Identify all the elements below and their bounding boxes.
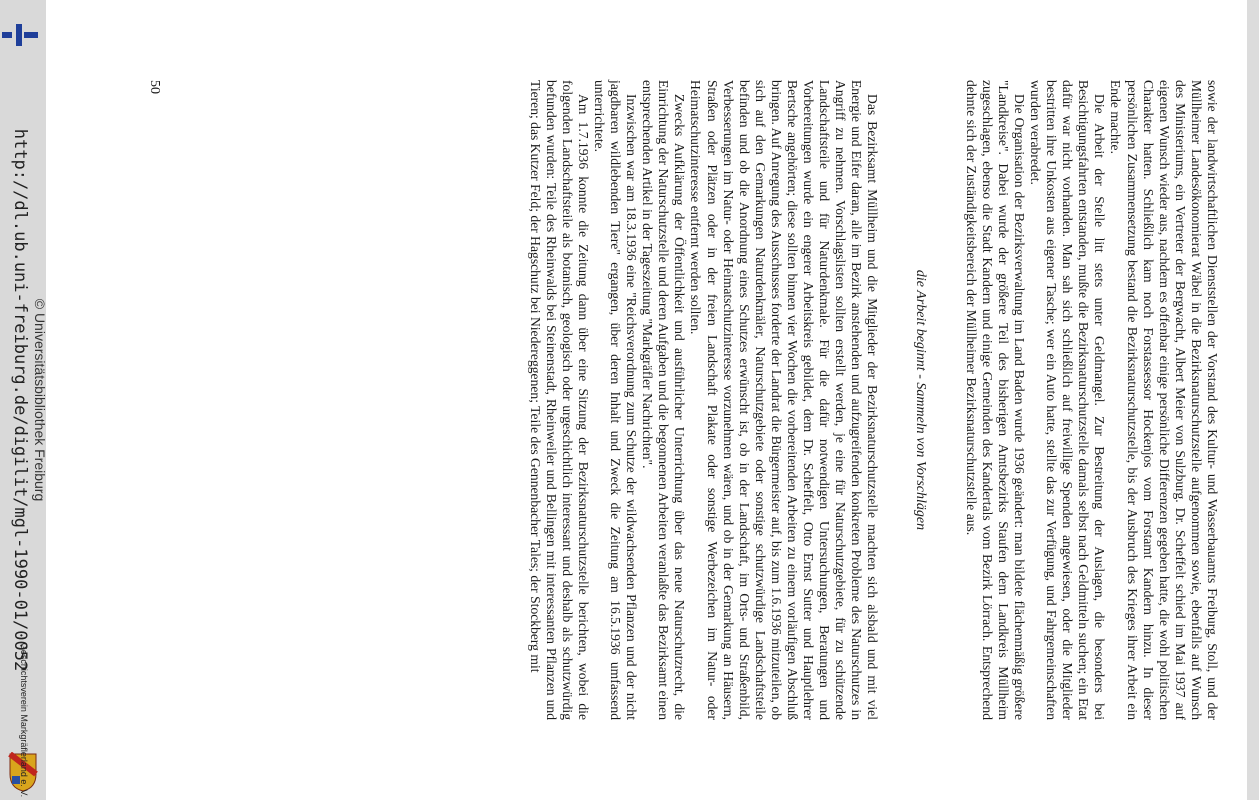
copyright-notice: © Universitätsbibliothek Freiburg [32, 298, 48, 502]
paragraph: Zwecks Aufklärung der Öffentlichkeit und ausführlicher Unterrichtung über das neue Naturschutzrecht, die Einrichtung der Naturschutzstelle und deren Aufgaben und die begonnenen Arbeiten veranlaßte das Bezirksamt einen entsprechenden Artikel in der Tageszeitung "Markgräfler Nachrichten". [640, 80, 688, 720]
paragraph: sowie der landwirtschaftlichen Dienststellen der Vorstand des Kultur- und Wasserbauamts Freiburg, Stoll, und der Müllheimer Landesökonomierat Wäbel in die Bezirksnaturschutzstelle aufgenommen sowie, ebenfalls auf Wunsch des Ministeriums, ein Vertreter der Bergwacht, Albert Meier von Sulzburg. Dr. Scheffelt schied im Mai 1937 auf eigenen Wunsch wieder aus, nachdem es offenbar einige persönliche Differenzen gegeben hatte, die wohl politischen Charakter hatten. Schließlich kam noch Forstassessor Hockenjos vom Forstamt Kandern hinzu. In dieser persönlichen Zusammensetzung bestand die Bezirksnaturschutzstelle, bis der Ausbruch des Krieges ihrer Arbeit ein Ende machte. [1108, 80, 1220, 720]
page-body [526, 80, 1220, 720]
viewer-right-margin [1247, 0, 1259, 800]
section-heading: die Arbeit beginnt - Sammeln von Vorschlägen [913, 269, 929, 531]
paragraph: Am 1.7.1936 konnte die Zeitung dann über eine Sitzung der Bezirksnaturschutzstelle berichten, wobei die folgenden Landschaftsteile als botanisch, geologisch oder urgeschichtlich interessant und deshalb als schutzwürdig befunden wurden: Teile des Rheinwalds bei Steinenstadt, Rheinweiler und Bellingen mit interessanten Pflanzen und Tieren; das Kutzer Feld; der Hagschutz bei Niedereggenen; Teile des Gennenbacher Tales; der Stockberg mit [527, 80, 591, 720]
society-name: Geschichtsverein Markgräflerland e. V. [19, 642, 29, 798]
paragraph: Die Organisation der Bezirksverwaltung im Land Baden wurde 1936 geändert: man bildete flächenmäßig größere "Landkreise". Dabei wurde der größere Teil des bisherigen Amtsbezirks Staufen dem Landkreis Müllheim zugeschlagen, ebenso die Stadt Kandern und einige Gemeinden des Kandertals vom Bezirk Lörrach. Entsprechend dehnte sich der Zuständigkeitsbereich der Müllheimer Bezirksnaturschutzstelle aus. [963, 80, 1027, 720]
library-logo-icon [2, 24, 38, 46]
paragraph: Inzwischen war am 18.3.1936 eine "Reichsverordnung zum Schutze der wildwachsenden Pflanzen und der nicht jagdbaren wildlebenden Tiere" ergangen, über deren Inhalt und Zweck die Zeitung am 16.5.1936 umfassend unterrichtete. [591, 80, 640, 720]
paragraph: Die Arbeit der Stelle litt stets unter Geldmangel. Zur Bestreitung der Auslagen, die besonders bei Besichtigungsfahrten entstanden, mußte die Bezirksnaturschutzstelle damals selbst nach Geldmitteln suchen; ein Etat dafür war nicht vorhanden. Man sah sich schließlich auf freiwillige Spenden angewiesen, oder die Mitglieder bestritten ihre Unkosten aus eigener Tasche; wer ein Auto hatte, stellte das zur Verfügung, und Fahrgemeinschaften wurden verabredet. [1027, 80, 1108, 720]
page-number: 50 [147, 80, 162, 94]
document-url[interactable]: http://dl.ub.uni-freiburg.de/digilit/mgl-1990-01/0052 [10, 128, 30, 672]
scanned-page-area [140, 80, 1220, 720]
paragraph: Das Bezirksamt Müllheim und die Mitglieder der Bezirksnaturschutzstelle machten sich alsbald und mit viel Energie und Eifer daran, alle im Bezirk anstehenden und aufzugreifenden konkreten Probleme des Naturschutzes in Angriff zu nehmen. Vorschlagslisten sollten erstellt werden, je eine für Naturschutzgebiete, für zu schützende Landschaftsteile und für Naturdenkmale. Für die dafür notwendigen Untersuchungen, Beratungen und Vorbereitungen wurde ein engerer Arbeitskreis gebildet, dem Dr. Scheffelt, Otto Ernst Sutter und Hauptlehrer Bertsche angehörten; diese sollten binnen vier Wochen die vorbereitenden Arbeiten zu einem vorläufigen Abschluß bringen. Auf Anregung des Ausschusses forderte der Landrat die Bürgermeister auf, bis zum 1.6.1936 mitzuteilen, ob sich auf den Gemarkungen Naturdenkmäler, Naturschutzgebiete oder sonstige schutzwürdige Landschaftsteile befinden und ob die Anordnung eines Schutzes erwünscht ist, ob in der Landschaft, im Orts- und Straßenbild, Verbesserungen im Natur- oder Heimatschutzinteresse vorzunehmen wären, und ob in der Gemarkung an Häusern, Straßen oder Plätzen oder in der freien Landschaft Plakate oder sonstige Werbezeichen im Natur- oder Heimatschutzinteresse entfernt werden sollten. [688, 80, 881, 720]
document-page [140, 80, 1220, 720]
